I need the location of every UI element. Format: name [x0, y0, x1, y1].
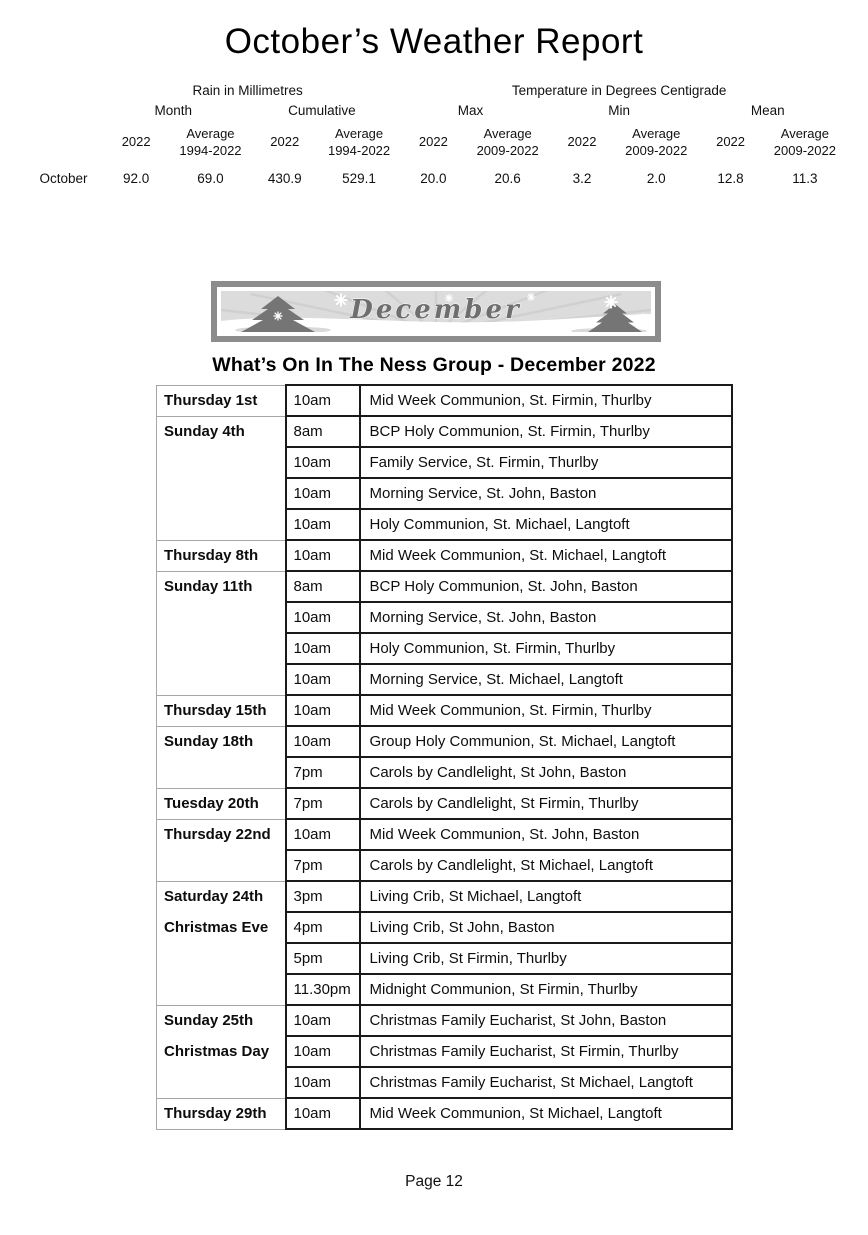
- weather-column-header-row: [28, 120, 842, 164]
- schedule-event-cell: Morning Service, St. Michael, Langtoft: [360, 664, 732, 695]
- schedule-time-cell: 10am: [286, 695, 360, 726]
- schedule-time-cell: 8am: [286, 571, 360, 602]
- schedule-time-cell: 10am: [286, 633, 360, 664]
- weather-col-header: 2022: [716, 134, 746, 150]
- page-number: Page 12: [405, 1173, 463, 1190]
- schedule-time-cell: 10am: [286, 509, 360, 540]
- schedule-time-cell: 10am: [286, 1098, 360, 1129]
- schedule-time-cell: 7pm: [286, 757, 360, 788]
- weather-sub-header-row: [28, 100, 842, 120]
- schedule-event-cell: Midnight Communion, St Firmin, Thurlby: [360, 974, 732, 1005]
- schedule-event-cell: Christmas Family Eucharist, St Michael, Langtoft: [360, 1067, 732, 1098]
- schedule-row: [157, 819, 732, 850]
- schedule-table-body: [157, 385, 732, 1129]
- schedule-date-cell: Thursday 1st: [157, 385, 286, 416]
- schedule-table: [156, 384, 733, 1130]
- schedule-event-cell: Carols by Candlelight, St Michael, Langtoft: [360, 850, 732, 881]
- weather-value-cell: 69.0: [197, 171, 224, 186]
- schedule-date-cell: Tuesday 20th: [157, 788, 286, 819]
- schedule-time-cell: 7pm: [286, 850, 360, 881]
- schedule-event-cell: Holy Communion, St. Michael, Langtoft: [360, 509, 732, 540]
- schedule-time-cell: 10am: [286, 1005, 360, 1036]
- schedule-row: [157, 788, 732, 819]
- schedule-time-cell: 10am: [286, 385, 360, 416]
- schedule-row: [157, 416, 732, 447]
- weather-value-cell: 430.9: [267, 171, 302, 186]
- weather-value-cell: 20.6: [494, 171, 521, 186]
- weather-col-header: Average 2009-2022: [476, 125, 539, 158]
- schedule-event-cell: BCP Holy Communion, St. Firmin, Thurlby: [360, 416, 732, 447]
- weather-col-header: 2022: [418, 134, 448, 150]
- schedule-time-cell: 5pm: [286, 943, 360, 974]
- schedule-time-cell: 10am: [286, 664, 360, 695]
- weather-data-row: [28, 164, 842, 190]
- schedule-event-cell: Group Holy Communion, St. Michael, Langtoft: [360, 726, 732, 757]
- schedule-time-cell: 10am: [286, 1067, 360, 1098]
- weather-value-cell: 11.3: [792, 171, 818, 186]
- schedule-time-cell: 10am: [286, 819, 360, 850]
- schedule-event-cell: Mid Week Communion, St Michael, Langtoft: [360, 1098, 732, 1129]
- schedule-row: [157, 1005, 732, 1036]
- schedule-event-cell: Holy Communion, St. Firmin, Thurlby: [360, 633, 732, 664]
- weather-spacer-cell: [28, 80, 99, 100]
- weather-value-cell: 3.2: [572, 171, 592, 186]
- schedule-time-cell: 10am: [286, 726, 360, 757]
- schedule-event-cell: Mid Week Communion, St. Firmin, Thurlby: [360, 385, 732, 416]
- schedule-time-cell: 3pm: [286, 881, 360, 912]
- weather-col-header: 2022: [270, 134, 300, 150]
- schedule-event-cell: Morning Service, St. John, Baston: [360, 602, 732, 633]
- schedule-date-cell: Sunday 18th: [157, 726, 286, 788]
- schedule-event-cell: Mid Week Communion, St. Firmin, Thurlby: [360, 695, 732, 726]
- schedule-event-cell: Living Crib, St Firmin, Thurlby: [360, 943, 732, 974]
- schedule-event-cell: Family Service, St. Firmin, Thurlby: [360, 447, 732, 478]
- schedule-row: [157, 385, 732, 416]
- schedule-event-cell: Christmas Family Eucharist, St John, Baston: [360, 1005, 732, 1036]
- schedule-row: [157, 1098, 732, 1129]
- weather-value-cell: 2.0: [646, 171, 666, 186]
- schedule-date-cell: Thursday 8th: [157, 540, 286, 571]
- schedule-event-cell: Living Crib, St John, Baston: [360, 912, 732, 943]
- december-banner-graphic: [221, 291, 651, 332]
- schedule-event-cell: Mid Week Communion, St. Michael, Langtoft: [360, 540, 732, 571]
- schedule-event-cell: Morning Service, St. John, Baston: [360, 478, 732, 509]
- weather-rain-header: Rain in Millimetres: [192, 82, 303, 98]
- schedule-row: [157, 695, 732, 726]
- schedule-event-cell: Carols by Candlelight, St Firmin, Thurlby: [360, 788, 732, 819]
- weather-subheader-month: Month: [154, 102, 193, 118]
- weather-spacer-cell: [28, 120, 99, 164]
- december-banner-image: [211, 281, 661, 342]
- schedule-event-cell: Mid Week Communion, St. John, Baston: [360, 819, 732, 850]
- schedule-time-cell: 8am: [286, 416, 360, 447]
- weather-col-header: 2022: [121, 134, 151, 150]
- weather-col-header: Average 2009-2022: [773, 125, 836, 158]
- schedule-time-cell: 11.30pm: [286, 974, 360, 1005]
- schedule-event-cell: Living Crib, St Michael, Langtoft: [360, 881, 732, 912]
- schedule-event-cell: Christmas Family Eucharist, St Firmin, Thurlby: [360, 1036, 732, 1067]
- schedule-date-cell: Thursday 22nd: [157, 819, 286, 881]
- schedule-time-cell: 10am: [286, 540, 360, 571]
- whats-on-heading: What’s On In The Ness Group - December 2022: [212, 354, 656, 376]
- schedule-date-cell: Sunday 4th: [157, 416, 286, 540]
- weather-subheader-min: Min: [608, 102, 630, 118]
- schedule-time-cell: 7pm: [286, 788, 360, 819]
- weather-value-cell: 20.0: [420, 171, 447, 186]
- weather-spacer-cell: [28, 100, 99, 120]
- weather-value-cell: 12.8: [717, 171, 744, 186]
- schedule-row: [157, 881, 732, 912]
- schedule-date-cell: Sunday 11th: [157, 571, 286, 695]
- schedule-date-cell: Saturday 24th Christmas Eve: [157, 881, 286, 1005]
- schedule-time-cell: 4pm: [286, 912, 360, 943]
- schedule-event-cell: BCP Holy Communion, St. John, Baston: [360, 571, 732, 602]
- page-title: October’s Weather Report: [224, 22, 644, 61]
- banner-december-text: December: [350, 295, 522, 325]
- schedule-date-cell: Thursday 15th: [157, 695, 286, 726]
- weather-value-cell: 529.1: [342, 171, 376, 186]
- weather-value-cell: 92.0: [123, 171, 150, 186]
- schedule-time-cell: 10am: [286, 1036, 360, 1067]
- weather-temperature-header: Temperature in Degrees Centigrade: [511, 82, 727, 98]
- weather-report-table: [28, 80, 842, 190]
- weather-col-header: Average 1994-2022: [327, 125, 391, 158]
- schedule-time-cell: 10am: [286, 447, 360, 478]
- weather-col-header: Average 1994-2022: [179, 125, 242, 158]
- schedule-row: [157, 726, 732, 757]
- schedule-time-cell: 10am: [286, 602, 360, 633]
- schedule-event-cell: Carols by Candlelight, St John, Baston: [360, 757, 732, 788]
- schedule-date-cell: Thursday 29th: [157, 1098, 286, 1129]
- schedule-row: [157, 540, 732, 571]
- weather-subheader-mean: Mean: [750, 102, 785, 118]
- weather-subheader-max: Max: [457, 102, 484, 118]
- weather-group-header-row: [28, 80, 842, 100]
- schedule-row: [157, 571, 732, 602]
- schedule-date-cell: Sunday 25th Christmas Day: [157, 1005, 286, 1098]
- weather-col-header: Average 2009-2022: [625, 125, 688, 158]
- weather-subheader-cumulative: Cumulative: [288, 102, 356, 118]
- weather-month-cell: October: [39, 171, 88, 186]
- weather-col-header: 2022: [567, 134, 597, 150]
- schedule-time-cell: 10am: [286, 478, 360, 509]
